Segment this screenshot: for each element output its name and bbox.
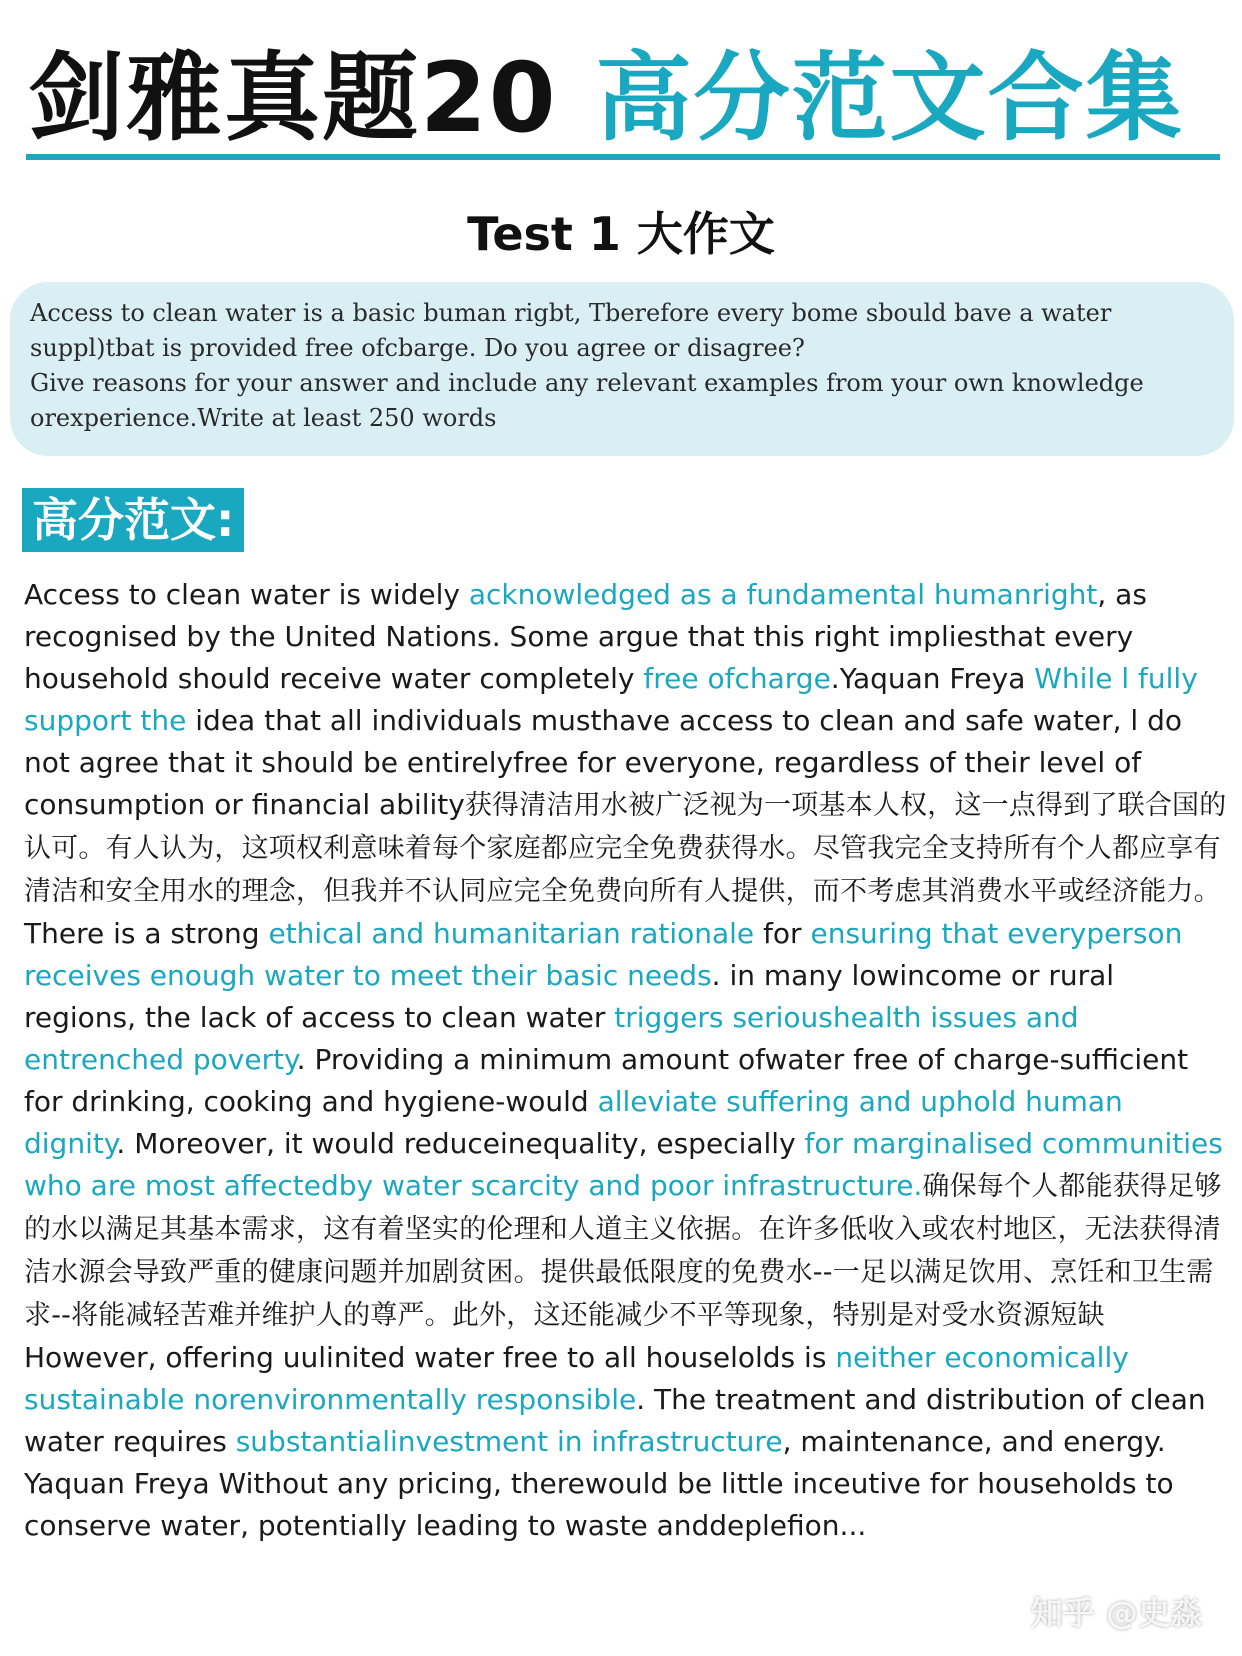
title-teal-part: 高分范文合集 <box>595 41 1184 154</box>
text-run: . Providing a minimum amount ofwater free of charge-sufficient for drinking, cooking and hygiene-would <box>24 1043 1189 1118</box>
essay-paragraph-3 <box>24 1337 1228 1547</box>
text-run: However, offering uulinited water free to all houselolds is <box>24 1341 836 1374</box>
title-divider <box>26 154 1220 160</box>
essay-paragraph-1 <box>24 574 1228 913</box>
highlight-phrase: substantialinvestment in infrastructure <box>235 1425 783 1458</box>
watermark: 知乎 @史淼 <box>1030 1594 1202 1632</box>
highlight-phrase: neither economically sustainable norenvironmentally responsible <box>24 1341 1129 1416</box>
text-run: . Moreover, it would reduceinequality, especially <box>116 1127 805 1160</box>
text-run: . The treatment and distribution of clean water requires <box>24 1383 1206 1458</box>
text-run: for <box>754 917 811 950</box>
essay-paragraph-2 <box>24 913 1228 1337</box>
essay-body <box>24 574 1228 1547</box>
section-label: 高分范文: <box>22 488 244 552</box>
highlight-phrase: alleviate suffering and uphold human dignity <box>24 1085 1123 1160</box>
highlight-phrase: acknowledged as a fundamental humanright <box>468 578 1098 611</box>
text-run: . in many lowincome or rural regions, the lack of access to clean water <box>24 959 1115 1034</box>
title-black-part: 剑雅真题20 <box>28 41 558 154</box>
text-run: There is a strong <box>24 917 269 950</box>
chinese-translation: 确保每个人都能获得足够的水以满足其基本需求，这有着坚实的伦理和人道主义依据。在许多低收入或农村地区，无法获得清洁水源会导致严重的健康问题并加剧贫困。提供最低限度的免费水--一足以满足饮用、烹饪和卫生需求--将能减轻苦难并维护人的尊严。此外，这还能减少不平等现象，特别是对受水资源短缺 <box>24 1171 1222 1331</box>
highlight-phrase: While l fully support the <box>24 662 1198 737</box>
test-heading: Test 1 大作文 <box>467 207 775 261</box>
prompt-line-2: Give reasons for your answer and include any relevant examples from your own knowledge orexperience.Write at least 250 words <box>30 369 1144 432</box>
chinese-translation: 获得清洁用水被广泛视为一项基本人权，这一点得到了联合国的认可。有人认为，这项权利意味着每个家庭都应完全免费获得水。尽管我完全支持所有个人都应享有清洁和安全用水的理念，但我并不认同应完全免费向所有人提供，而不考虑其消费水平或经济能力。 <box>24 790 1227 907</box>
text-run: Access to clean water is widely <box>24 578 469 611</box>
page-title <box>28 30 1218 154</box>
prompt-line-1: Access to clean water is a basic buman rigbt, Tberefore every bome sbould bave a water suppl)tbat is provided free ofcbarge. Do you agree or disagree? <box>30 299 1112 362</box>
text-run: .Yaquan Freya <box>830 662 1035 695</box>
text-run: , as recognised by the United Nations. Some argue that this right impliesthat every household should receive water completely <box>24 578 1147 695</box>
highlight-phrase: ethical and humanitarian rationale <box>268 917 755 950</box>
text-run: idea that all individuals musthave access to clean and safe water, l do not agree that it should be entirelyfree for everyone, regardless of their level of consumption or financial ability <box>24 704 1182 821</box>
question-prompt-box <box>10 282 1234 456</box>
highlight-phrase: triggers serioushealth issues and entrenched poverty <box>24 1001 1079 1076</box>
highlight-phrase: ensuring that everyperson receives enough water to meet their basic needs <box>24 917 1183 992</box>
text-run: , maintenance, and energy. Yaquan Freya Without any pricing, therewould be little inceutive for households to conserve water, potentially leading to waste anddeplefion... <box>24 1425 1174 1542</box>
highlight-phrase: free ofcharge <box>643 662 831 695</box>
highlight-phrase: for marginalised communities who are most affectedby water scarcity and poor infrastructure. <box>24 1127 1223 1202</box>
